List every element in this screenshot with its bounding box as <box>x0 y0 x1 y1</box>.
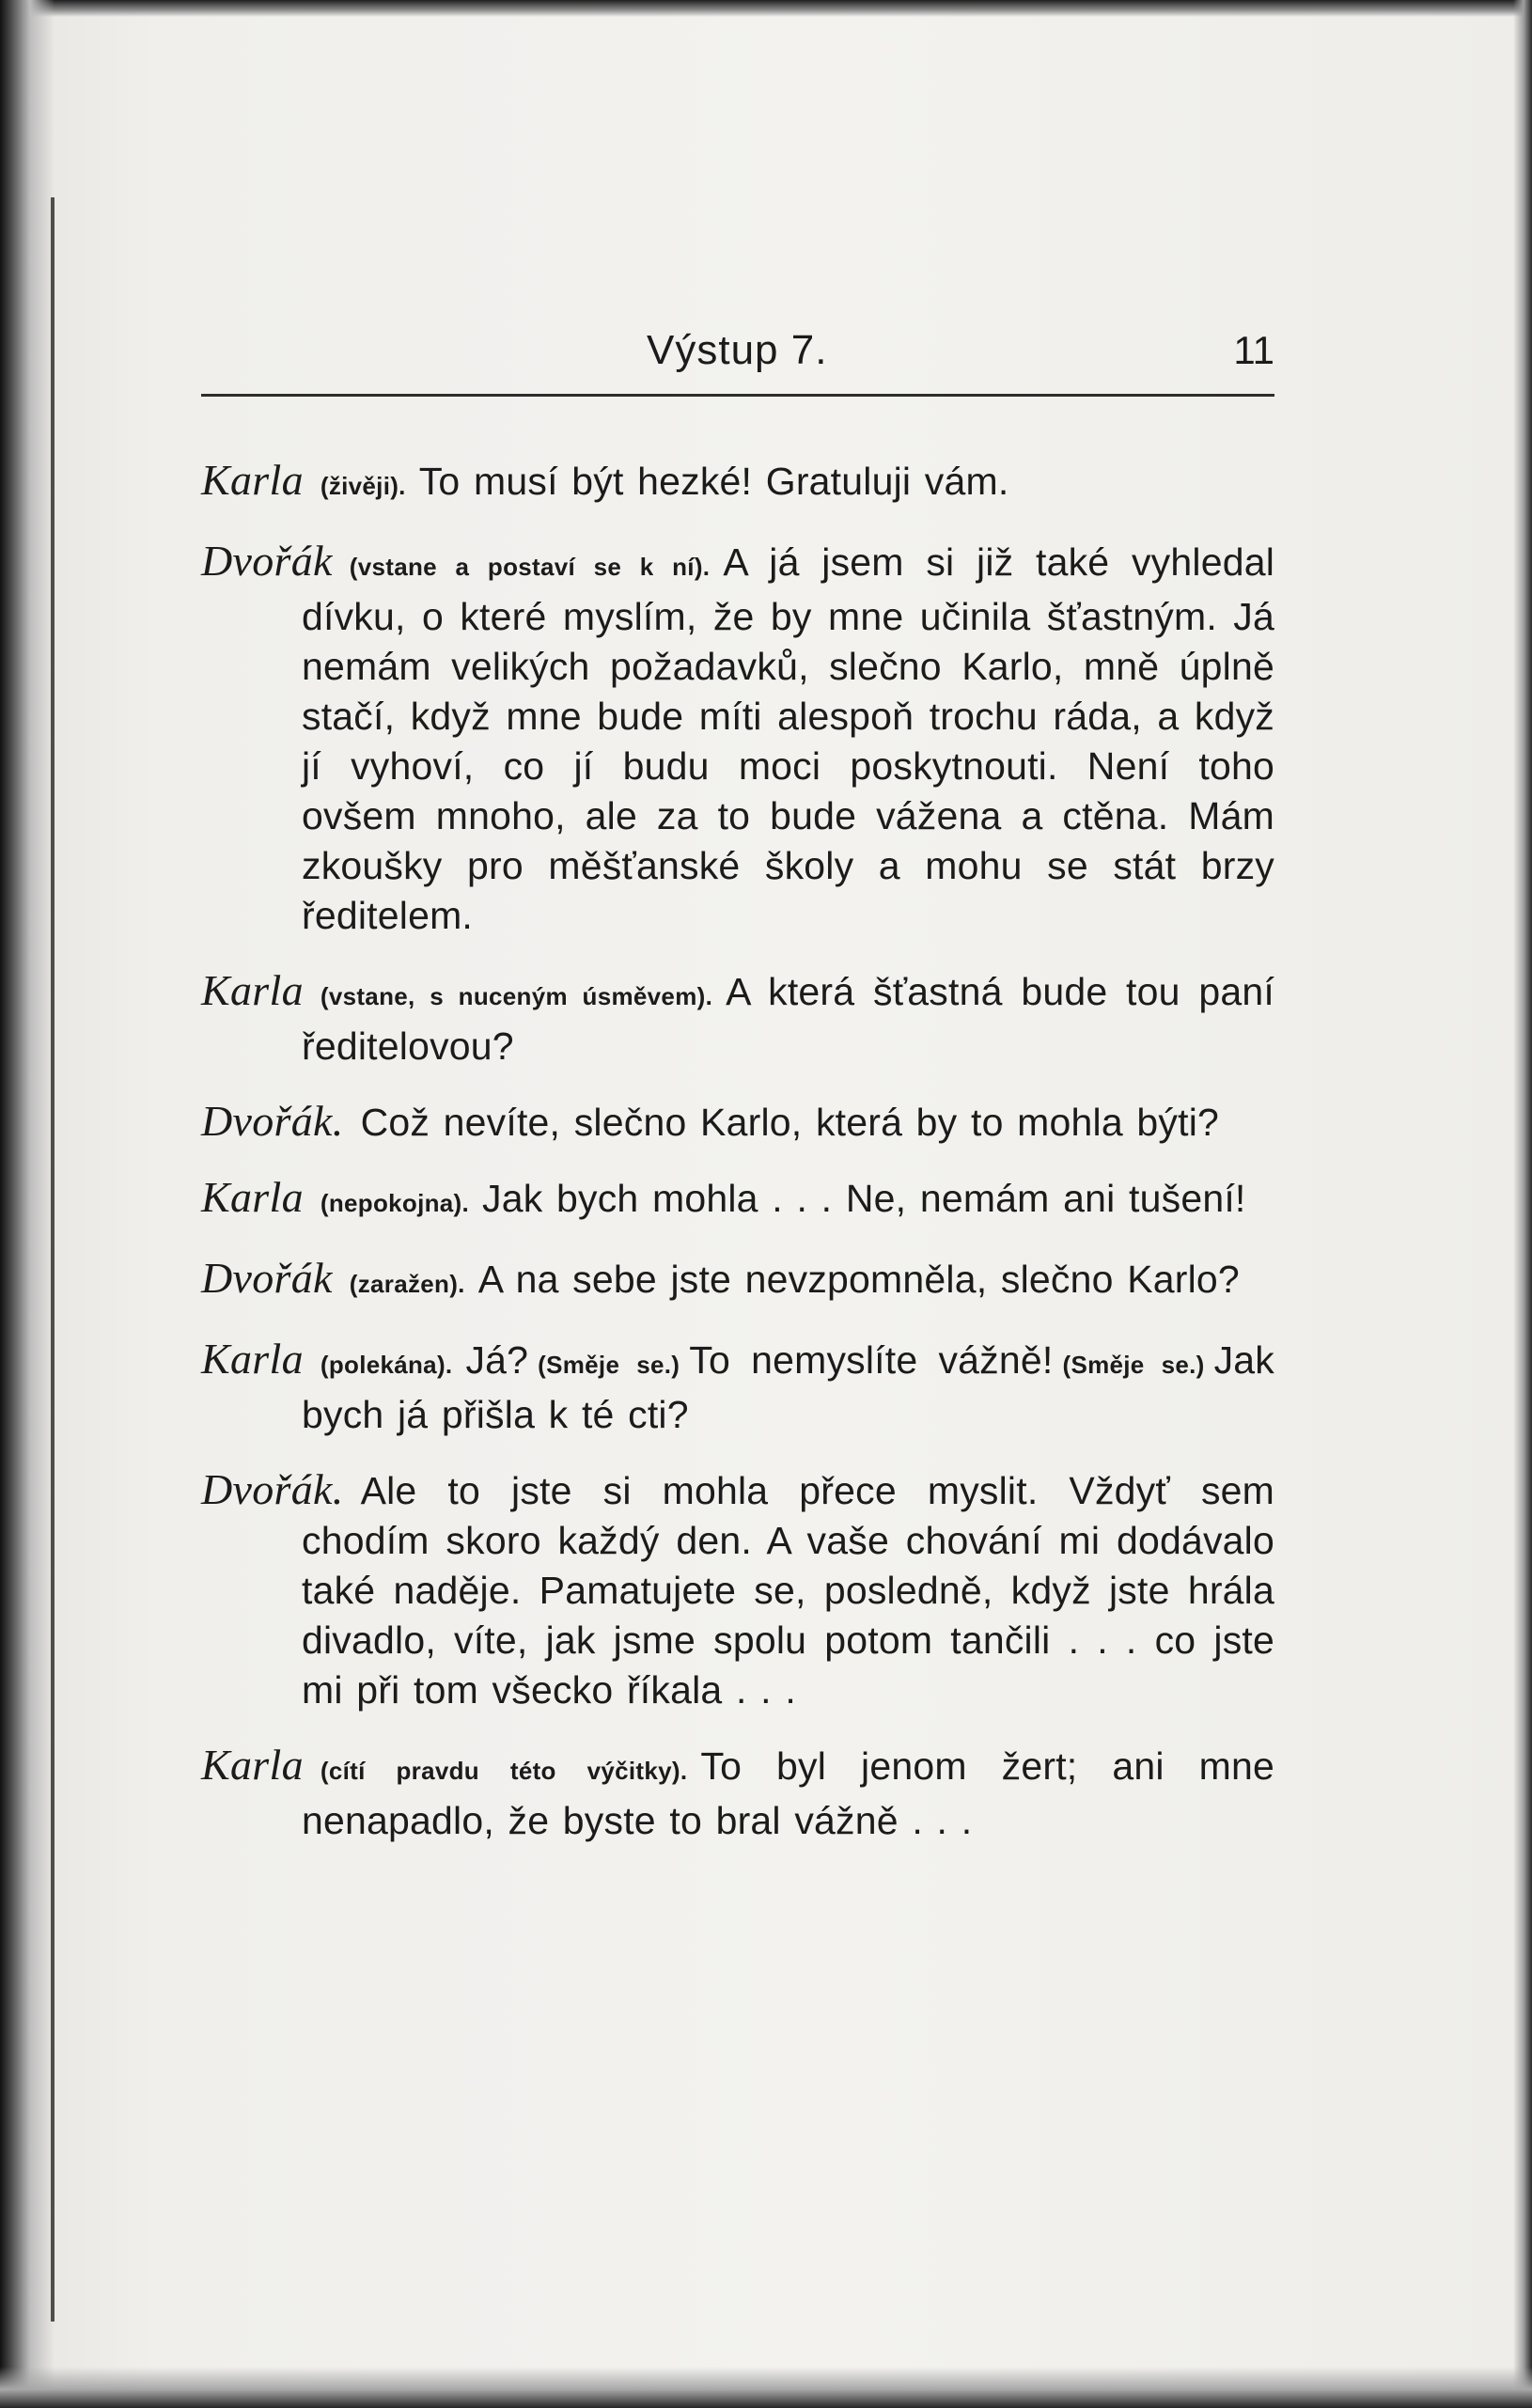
speaker-name: Karla <box>201 1173 304 1221</box>
stage-direction: (živěji). <box>320 472 406 500</box>
speaker-name: Karla <box>201 456 304 504</box>
spoken-line: Já? <box>465 1338 529 1382</box>
spoken-line: A na sebe jste nevzpomněla, slečno Karlo? <box>477 1258 1240 1301</box>
speaker-name: Dvořák <box>201 537 333 585</box>
dialogue-entry-karla-1 <box>201 455 1274 511</box>
dialogue-entry-karla-2 <box>201 965 1274 1071</box>
spoken-line: A která šťastná bude tou paní ředitelovou? <box>302 970 1274 1068</box>
scan-right-shadow <box>1513 0 1532 2408</box>
header-rule <box>201 394 1274 397</box>
dialogue-entry-dvorak-4 <box>201 1464 1274 1715</box>
page-number: 11 <box>1233 328 1274 372</box>
stage-direction: (zaražen). <box>349 1270 465 1298</box>
speaker-name: Dvořák. <box>201 1097 344 1145</box>
spoken-line: To musí být hezké! Gratuluji vám. <box>418 460 1009 503</box>
inline-stage-direction: (Směje se.) <box>538 1351 680 1379</box>
scene-heading: Výstup 7. <box>647 327 828 373</box>
spoken-line: To nemyslíte vážně! <box>689 1338 1054 1382</box>
stage-direction: (vstane, s nuceným úsměvem). <box>320 982 713 1010</box>
stage-direction: (vstane a postaví se k ní). <box>349 553 711 581</box>
spoken-line: Jak bych já přišla k té cti? <box>302 1338 1275 1436</box>
speaker-name: Karla <box>201 1741 304 1789</box>
inline-stage-direction: (Směje se.) <box>1062 1351 1205 1379</box>
speaker-name: Dvořák. <box>201 1465 344 1513</box>
book-spine-shadow <box>0 0 55 2408</box>
stage-direction: (cítí pravdu této výčitky). <box>320 1757 688 1785</box>
stage-direction: (polekána). <box>320 1351 453 1379</box>
dialogue-entry-karla-5 <box>201 1740 1274 1846</box>
spoken-line: Což nevíte, slečno Karlo, která by to mohla býti? <box>360 1101 1220 1144</box>
dialogue-entry-dvorak-3 <box>201 1253 1274 1309</box>
spoken-line: Jak bych mohla . . . Ne, nemám ani tušení! <box>482 1177 1246 1220</box>
scan-top-shadow <box>0 0 1532 17</box>
dialogue-entry-karla-4 <box>201 1334 1274 1440</box>
dialogue-text <box>201 455 1274 1846</box>
spoken-line: Ale to jste si mohla přece myslit. Vždyť sem chodím skoro každý den. A vaše chování mi dodávalo také naděje. Pamatujete se, posledně, když jste hrála divadlo, víte, jak jsme spolu potom tančili . . . co jste mi při tom všecko říkala . . . <box>302 1469 1274 1712</box>
page-left-rule <box>51 197 55 2322</box>
spoken-line: To byl jenom žert; ani mne nenapadlo, že byste to bral vážně . . . <box>302 1744 1274 1842</box>
running-header <box>201 326 1274 394</box>
speaker-name: Karla <box>201 1335 304 1383</box>
dialogue-entry-dvorak-2 <box>201 1096 1274 1148</box>
scan-bottom-shadow <box>0 2367 1532 2408</box>
dialogue-entry-karla-3 <box>201 1172 1274 1228</box>
speaker-name: Karla <box>201 966 304 1014</box>
speaker-name: Dvořák <box>201 1254 333 1302</box>
dialogue-entry-dvorak-1 <box>201 536 1274 941</box>
spoken-line: A já jsem si již také vyhledal dívku, o které myslím, že by mne učinila šťastným. Já nemám velikých požadavků, slečno Karlo, mně úplně stačí, když mne bude míti alespoň trochu ráda, a když jí vyhoví, co jí budu moci poskytnouti. Není toho ovšem mnoho, ale za to bude vážena a ctěna. Mám zkoušky pro měšťanské školy a mohu se stát brzy ředitelem. <box>302 540 1275 937</box>
stage-direction: (nepokojna). <box>320 1189 470 1217</box>
